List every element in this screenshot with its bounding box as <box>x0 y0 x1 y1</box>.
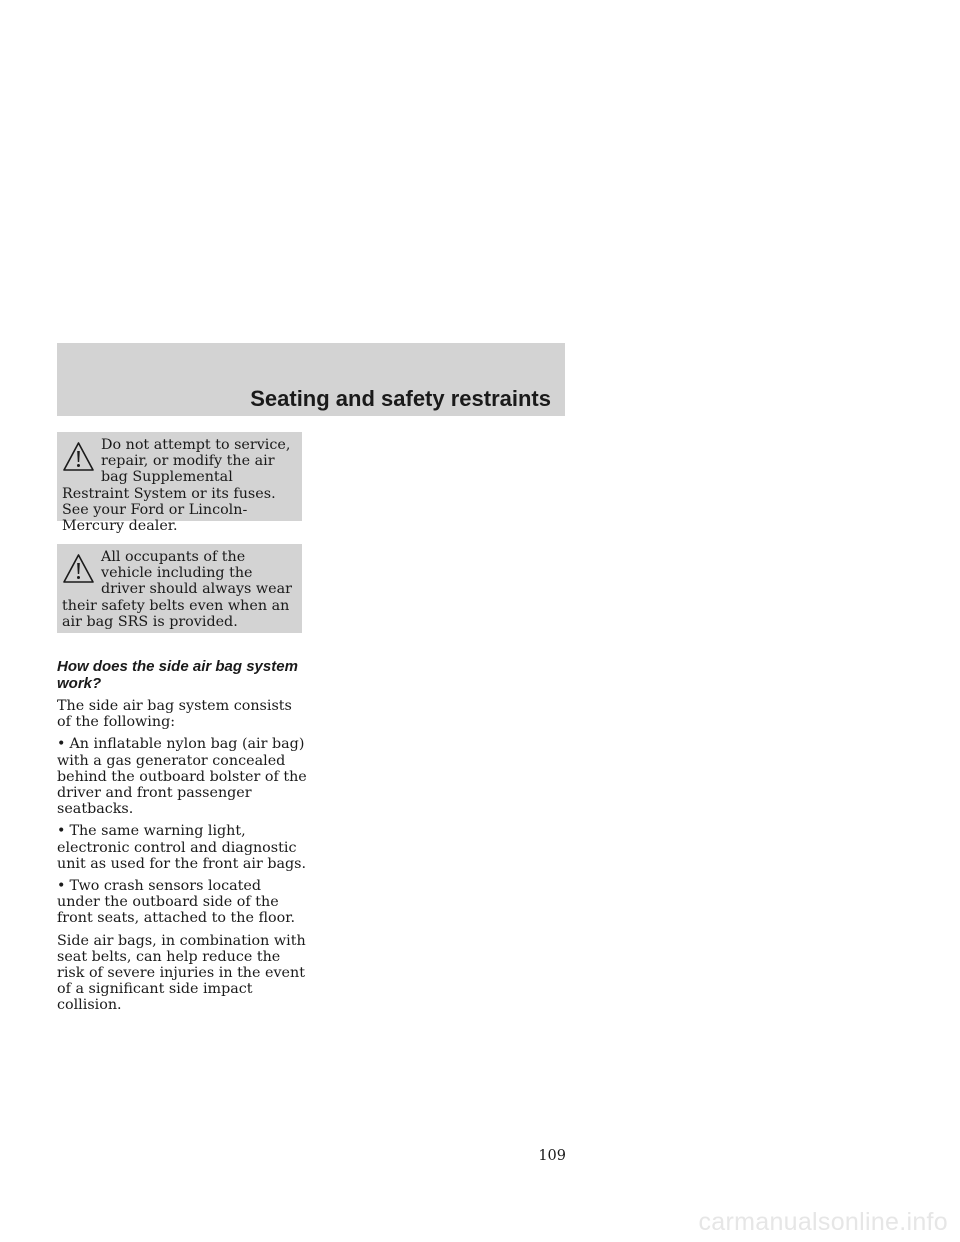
main-content <box>57 659 307 1020</box>
bullet-item <box>57 823 307 872</box>
bullet-mark: • <box>57 823 66 840</box>
intro-paragraph: The side air bag system consists of the following: <box>57 698 292 731</box>
watermark: carmanualsonline.info <box>698 1208 948 1236</box>
warning-text: All occupants of the vehicle including the driver should always wear their safety belts even when an air bag SRS is provided. <box>62 549 292 630</box>
section-title: Seating and safety restraints <box>250 386 551 411</box>
bullet-mark: • <box>57 736 66 753</box>
header-band <box>57 343 565 416</box>
warning-triangle-icon <box>62 553 95 585</box>
bullet-item <box>57 878 307 927</box>
bullet-item <box>57 736 307 817</box>
warning-box-service <box>57 432 302 535</box>
bullet-text: An inflatable nylon bag (air bag) with a gas generator concealed behind the outboard bolster of the driver and front passenger seatbacks. <box>57 736 307 818</box>
closing-paragraph: Side air bags, in combination with seat belts, can help reduce the risk of severe injuries in the event of a significant side impact collision. <box>57 932 306 1014</box>
warning-triangle-icon <box>62 441 95 473</box>
page-number: 109 <box>538 1148 566 1164</box>
bullet-text: Two crash sensors located under the outboard side of the front seats, attached to the floor. <box>57 878 296 927</box>
bullet-mark: • <box>57 878 66 895</box>
warning-box-occupants <box>57 544 302 633</box>
warning-text: Do not attempt to service, repair, or modify the air bag Supplemental Restraint System or its fuses. See your Ford or Lincoln-Mercury dealer. <box>62 437 291 535</box>
bullet-text: The same warning light, electronic control and diagnostic unit as used for the front air bags. <box>57 823 307 872</box>
section-heading: How does the side air bag system work? <box>57 658 298 692</box>
